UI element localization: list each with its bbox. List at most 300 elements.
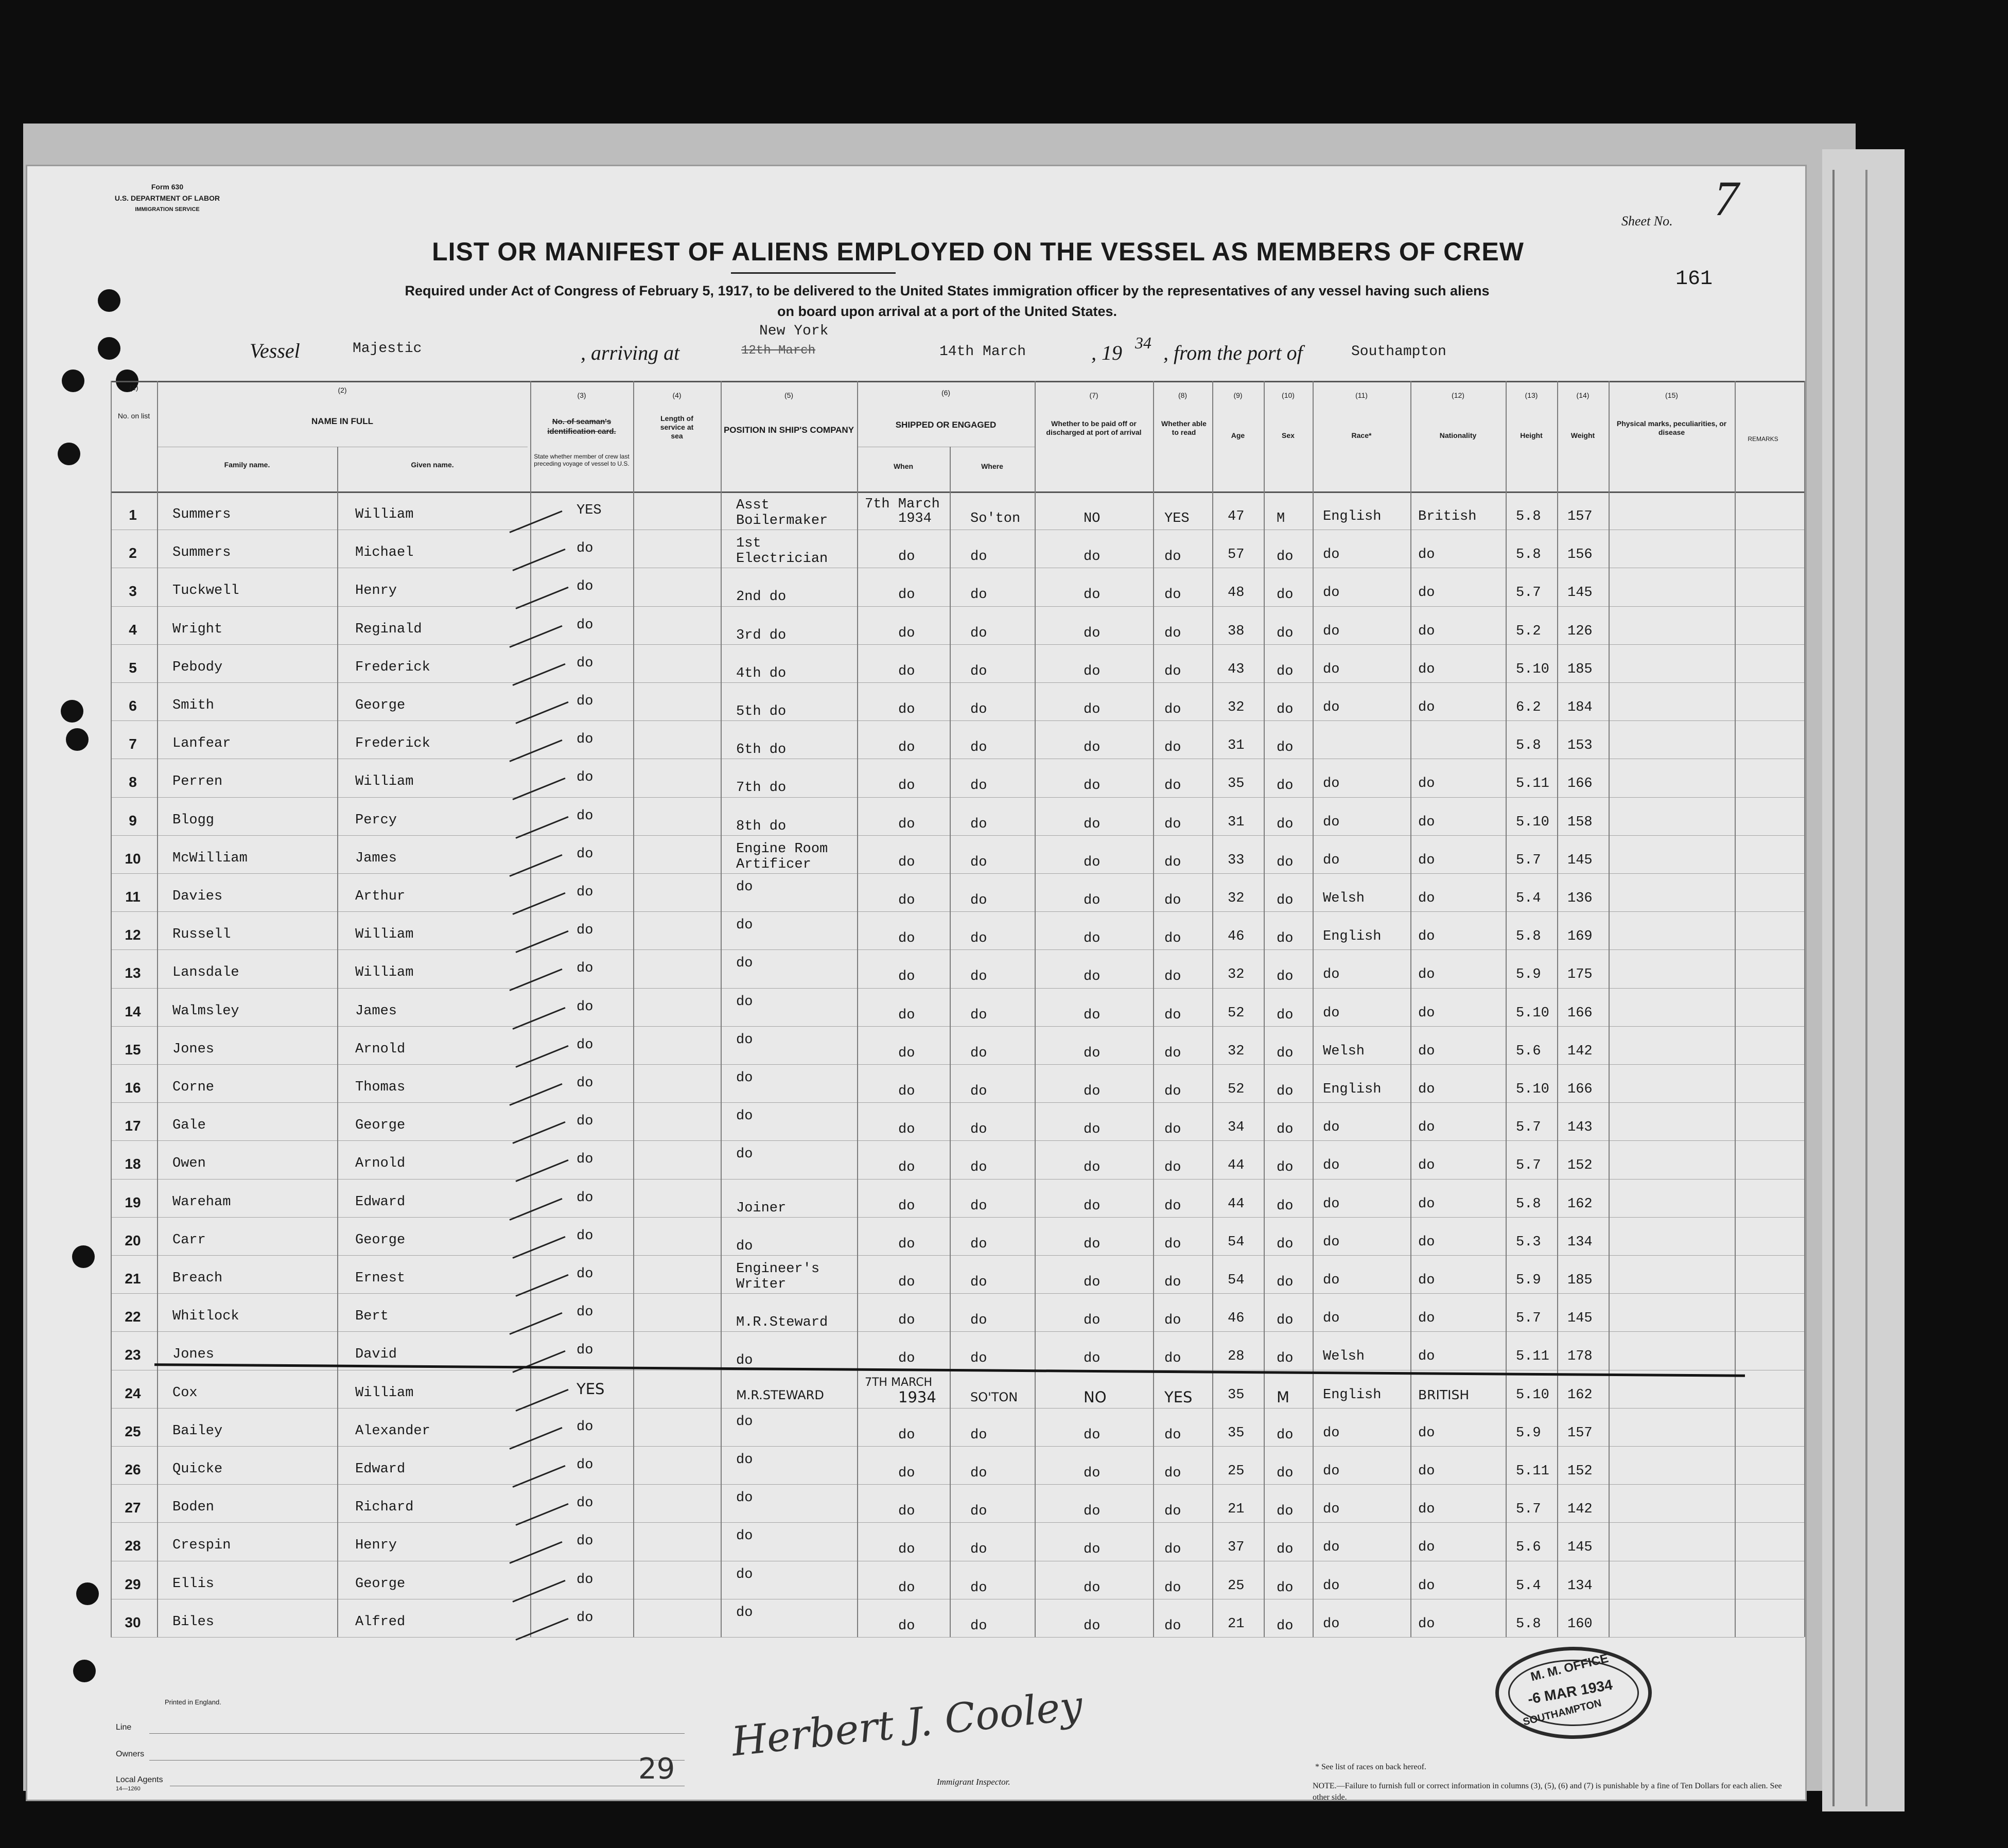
shipped-where: do: [970, 931, 987, 947]
age: 44: [1228, 1196, 1245, 1212]
sheet-number: 7: [1714, 171, 1739, 226]
sex: do: [1277, 931, 1294, 947]
given-name: William: [355, 965, 414, 981]
sex: do: [1277, 740, 1294, 756]
column-divider: [1735, 381, 1736, 1637]
weight: 158: [1567, 814, 1593, 830]
weight: 145: [1567, 1311, 1593, 1327]
mm-office-stamp: M. M. OFFICE -6 MAR 1934 SOUTHAMPTON: [1495, 1647, 1652, 1739]
family-name: Breach: [172, 1271, 223, 1286]
shipped-when-line-2: do: [898, 1466, 915, 1481]
header-no-on-list: No. on list: [117, 412, 150, 420]
service: IMMIGRATION SERVICE: [135, 206, 200, 213]
able-to-read: YES: [1164, 1388, 1193, 1406]
height: 6.2: [1516, 700, 1541, 715]
paid-off: do: [1084, 1313, 1101, 1329]
punch-hole-icon: [73, 1660, 96, 1682]
shipped-when-line-2: do: [898, 740, 915, 756]
height: 5.10: [1516, 1387, 1549, 1403]
family-name: Gale: [172, 1118, 206, 1134]
punch-hole-icon: [98, 337, 120, 360]
height: 5.8: [1516, 547, 1541, 563]
column-divider: [950, 447, 951, 1637]
row-number: 30: [125, 1614, 141, 1630]
col-num-8: (8): [1178, 391, 1188, 399]
seaman-card: do: [577, 617, 593, 633]
background-sheet-edge-lines: [1832, 170, 1867, 1806]
sex: do: [1277, 1313, 1294, 1329]
family-name: Ellis: [172, 1576, 215, 1592]
sex: do: [1277, 816, 1294, 832]
seaman-card: do: [577, 808, 593, 824]
shipped-where: do: [970, 587, 987, 603]
sex: do: [1277, 1504, 1294, 1520]
weight: 185: [1567, 1273, 1593, 1288]
family-name: Wareham: [172, 1194, 231, 1210]
age: 25: [1228, 1464, 1245, 1479]
weight: 160: [1567, 1616, 1593, 1632]
shipped-when-line-1: 7TH MARCH: [865, 1376, 933, 1389]
sex: do: [1277, 1466, 1294, 1481]
family-name: Lanfear: [172, 736, 231, 752]
col-num-12: (12): [1452, 391, 1464, 399]
family-name: Tuckwell: [172, 583, 239, 599]
seaman-card: do: [577, 961, 593, 977]
row-number: 3: [129, 583, 137, 600]
paid-off: do: [1084, 549, 1101, 565]
weight: 185: [1567, 661, 1593, 677]
seaman-card: do: [577, 1152, 593, 1168]
given-name: Thomas: [355, 1080, 406, 1095]
given-name: Arnold: [355, 1156, 406, 1172]
shipped-where: do: [970, 1007, 987, 1023]
position-line-1: do: [736, 1567, 753, 1582]
shipped-when-line-2: 1934: [898, 1388, 936, 1406]
shipped-when-line-2: do: [898, 969, 915, 985]
seaman-card: YES: [577, 503, 602, 518]
able-to-read: do: [1164, 1198, 1181, 1214]
arriving-struck-date: 12th March: [741, 344, 816, 358]
shipped-where: do: [970, 1160, 987, 1176]
shipped-when-line-1: 7th March: [865, 497, 940, 512]
family-name: Boden: [172, 1500, 215, 1516]
shipped-where: do: [970, 778, 987, 794]
shipped-where: do: [970, 1236, 987, 1252]
able-to-read: do: [1164, 663, 1181, 679]
race: do: [1323, 1196, 1340, 1212]
able-to-read: do: [1164, 1580, 1181, 1596]
nationality: do: [1418, 1425, 1435, 1441]
arriving-label: , arriving at: [581, 341, 680, 364]
row-divider: [111, 949, 1804, 950]
able-to-read: do: [1164, 587, 1181, 603]
weight: 134: [1567, 1578, 1593, 1594]
shipped-when-line-2: 1934: [898, 511, 932, 526]
race: do: [1323, 776, 1340, 792]
position-line-1: do: [736, 879, 753, 895]
local-agents-label: Local Agents: [116, 1775, 163, 1784]
age: 31: [1228, 738, 1245, 754]
row-number: 22: [125, 1309, 141, 1325]
row-divider: [111, 720, 1804, 721]
given-name: James: [355, 1003, 397, 1019]
age: 32: [1228, 1043, 1245, 1059]
able-to-read: do: [1164, 740, 1181, 756]
seaman-card: do: [577, 1534, 593, 1550]
shipped-when-line-2: do: [898, 1580, 915, 1596]
shipped-when-line-2: do: [898, 931, 915, 947]
able-to-read: do: [1164, 931, 1181, 947]
row-divider: [111, 1446, 1804, 1447]
given-name: George: [355, 1576, 406, 1592]
shipped-where: do: [970, 893, 987, 908]
shipped-where: do: [970, 1427, 987, 1443]
header-physical-marks: Physical marks, peculiarities, or disease: [1616, 419, 1727, 436]
col-num-1: (1): [129, 383, 138, 392]
column-divider: [1035, 381, 1036, 1637]
age: 33: [1228, 852, 1245, 868]
nationality: do: [1418, 1234, 1435, 1250]
shipped-where: do: [970, 1275, 987, 1290]
nationality: do: [1418, 661, 1435, 677]
row-number: 16: [125, 1080, 141, 1096]
family-name: Bailey: [172, 1423, 223, 1439]
shipped-when-line-2: do: [898, 1275, 915, 1290]
paid-off: do: [1084, 1007, 1101, 1023]
header-paid-off: Whether to be paid off or discharged at port of arrival: [1046, 419, 1142, 436]
race: do: [1323, 1311, 1340, 1327]
shipped-when-line-2: do: [898, 549, 915, 565]
paid-off: do: [1084, 854, 1101, 870]
arriving-port: New York: [759, 323, 829, 339]
position-line-2: do: [736, 1353, 753, 1369]
header-nationality: Nationality: [1439, 431, 1477, 439]
shipped-where: do: [970, 1045, 987, 1061]
shipped-where: do: [970, 1313, 987, 1329]
shipped-where: do: [970, 1542, 987, 1558]
column-divider: [721, 381, 722, 1637]
owners-rule: [149, 1760, 685, 1761]
row-divider: [111, 606, 1804, 607]
row-divider: [111, 835, 1804, 836]
column-divider: [1410, 381, 1411, 1637]
sex: do: [1277, 702, 1294, 717]
punch-hole-icon: [72, 1245, 95, 1268]
family-name: Perren: [172, 774, 223, 790]
sex: do: [1277, 1236, 1294, 1252]
sex: do: [1277, 1122, 1294, 1138]
penalty-note: NOTE.—Failure to furnish full or correct information in columns (3), (5), (6) and (7) is punishable by a fine of Ten Dollars for each alien. See other side.: [1313, 1782, 1782, 1802]
height: 5.10: [1516, 1082, 1549, 1097]
seaman-card: do: [577, 1266, 593, 1282]
given-name: Bert: [355, 1309, 389, 1325]
position-line-1: do: [736, 1528, 753, 1544]
position-line-2: M.R.STEWARD: [736, 1387, 824, 1402]
position-line-1: do: [736, 1070, 753, 1086]
position-line-2: Joiner: [736, 1200, 787, 1216]
sex: do: [1277, 663, 1294, 679]
paid-off: NO: [1084, 511, 1101, 526]
weight: 166: [1567, 1082, 1593, 1097]
nationality: do: [1418, 1578, 1435, 1594]
position-line-2: Writer: [736, 1277, 787, 1292]
given-name: Frederick: [355, 736, 430, 752]
position-line-2: 3rd do: [736, 627, 787, 643]
age: 48: [1228, 585, 1245, 601]
given-name: David: [355, 1347, 397, 1363]
height: 5.7: [1516, 1311, 1541, 1327]
race: do: [1323, 1540, 1340, 1556]
manifest-page: [26, 165, 1807, 1801]
family-name: Owen: [172, 1156, 206, 1172]
nationality: BRITISH: [1418, 1387, 1470, 1402]
height: 5.6: [1516, 1043, 1541, 1059]
printed-note: Printed in England.: [165, 1698, 221, 1706]
given-name: Arnold: [355, 1041, 406, 1057]
shipped-where: do: [970, 1504, 987, 1520]
races-note: * See list of races on back hereof.: [1315, 1763, 1426, 1771]
shipped-when-line-2: do: [898, 1160, 915, 1176]
sex: M: [1277, 511, 1285, 526]
column-divider: [1557, 381, 1558, 1637]
column-divider: [157, 381, 158, 1637]
race: do: [1323, 1425, 1340, 1441]
row-divider: [111, 1179, 1804, 1180]
sex: do: [1277, 1084, 1294, 1099]
race: do: [1323, 1234, 1340, 1250]
col-num-15: (15): [1665, 391, 1678, 399]
sex: do: [1277, 625, 1294, 641]
nationality: do: [1418, 1349, 1435, 1365]
sex: do: [1277, 1160, 1294, 1176]
position-line-1: Engineer's: [736, 1261, 820, 1277]
shipped-where: do: [970, 702, 987, 717]
position-line-1: Engine Room: [736, 841, 828, 857]
weight: 162: [1567, 1387, 1593, 1403]
able-to-read: do: [1164, 1427, 1181, 1443]
nationality: do: [1418, 1043, 1435, 1059]
height: 5.11: [1516, 1464, 1549, 1479]
age: 35: [1228, 1387, 1245, 1403]
able-to-read: YES: [1164, 511, 1190, 526]
form-number: Form 630: [151, 183, 184, 191]
paid-off: do: [1084, 1427, 1101, 1443]
seaman-card: do: [577, 1114, 593, 1130]
column-divider: [111, 381, 112, 1637]
weight: 134: [1567, 1234, 1593, 1250]
owners-label: Owners: [116, 1750, 145, 1758]
age: 47: [1228, 509, 1245, 524]
weight: 166: [1567, 1005, 1593, 1021]
paid-off: do: [1084, 663, 1101, 679]
weight: 152: [1567, 1464, 1593, 1479]
local-agents-code: 14—1260: [116, 1786, 141, 1792]
height: 5.7: [1516, 1158, 1541, 1174]
race: English: [1323, 1082, 1382, 1097]
paid-off: do: [1084, 969, 1101, 985]
given-name: William: [355, 774, 414, 790]
vessel-name: Majestic: [353, 341, 422, 357]
sex: do: [1277, 587, 1294, 603]
position-line-1: do: [736, 1605, 753, 1621]
column-divider: [1212, 381, 1213, 1637]
row-number: 7: [129, 736, 137, 752]
row-divider: [111, 873, 1804, 874]
row-number: 19: [125, 1194, 141, 1210]
race: do: [1323, 1273, 1340, 1288]
race: do: [1323, 852, 1340, 868]
shipped-when-line-2: do: [898, 1236, 915, 1252]
sex: do: [1277, 1007, 1294, 1023]
row-divider: [111, 1293, 1804, 1294]
header-where: Where: [981, 462, 1003, 470]
able-to-read: do: [1164, 893, 1181, 908]
able-to-read: do: [1164, 1007, 1181, 1023]
shipped-where: do: [970, 663, 987, 679]
col-num-5: (5): [784, 391, 794, 399]
seaman-card: do: [577, 655, 593, 671]
seaman-card: do: [577, 732, 593, 748]
family-name: Summers: [172, 507, 231, 522]
paid-off: do: [1084, 1160, 1101, 1176]
punch-hole-icon: [58, 443, 80, 465]
seaman-card: do: [577, 770, 593, 786]
shipped-when-line-2: do: [898, 1618, 915, 1634]
family-name: Carr: [172, 1232, 206, 1248]
nationality: do: [1418, 1616, 1435, 1632]
sex: do: [1277, 1351, 1294, 1367]
race: do: [1323, 585, 1340, 601]
seaman-card: do: [577, 923, 593, 939]
row-number: 17: [125, 1118, 141, 1134]
nationality: do: [1418, 623, 1435, 639]
able-to-read: do: [1164, 1122, 1181, 1138]
position-line-2: 7th do: [736, 780, 787, 796]
paid-off: NO: [1084, 1388, 1107, 1406]
seaman-card: do: [577, 1495, 593, 1511]
punch-hole-icon: [62, 369, 84, 392]
age: 44: [1228, 1158, 1245, 1174]
seaman-card: YES: [577, 1380, 605, 1398]
position-line-2: M.R.Steward: [736, 1315, 828, 1331]
shipped-when-line-2: do: [898, 1427, 915, 1443]
header-height: Height: [1520, 431, 1543, 439]
seaman-card: do: [577, 1572, 593, 1588]
paid-off: do: [1084, 1045, 1101, 1061]
race: do: [1323, 700, 1340, 715]
column-divider: [1264, 381, 1265, 1637]
weight: 175: [1567, 967, 1593, 983]
shipped-where: do: [970, 1122, 987, 1138]
weight: 145: [1567, 585, 1593, 601]
line-label: Line: [116, 1723, 132, 1732]
race: do: [1323, 661, 1340, 677]
able-to-read: do: [1164, 1542, 1181, 1558]
family-name: Blogg: [172, 812, 215, 828]
page-title: LIST OR MANIFEST OF ALIENS EMPLOYED ON THE VESSEL AS MEMBERS OF CREW: [432, 237, 1524, 266]
shipped-where: do: [970, 1580, 987, 1596]
nationality: do: [1418, 1311, 1435, 1327]
punch-hole-icon: [76, 1582, 99, 1605]
family-name: Walmsley: [172, 1003, 239, 1019]
age: 32: [1228, 967, 1245, 983]
col-num-3: (3): [577, 391, 586, 399]
column-divider: [1313, 381, 1314, 1637]
paid-off: do: [1084, 702, 1101, 717]
row-divider: [111, 1331, 1804, 1332]
given-name: Henry: [355, 583, 397, 599]
row-number: 11: [125, 889, 141, 905]
height: 5.11: [1516, 776, 1549, 792]
weight: 142: [1567, 1043, 1593, 1059]
given-name: Arthur: [355, 889, 406, 904]
weight: 143: [1567, 1120, 1593, 1136]
column-divider: [530, 381, 531, 1637]
family-name: Corne: [172, 1080, 215, 1095]
row-divider: [111, 682, 1804, 683]
sex: do: [1277, 969, 1294, 985]
header-when: When: [893, 462, 914, 470]
age: 25: [1228, 1578, 1245, 1594]
weight: 145: [1567, 852, 1593, 868]
sex: do: [1277, 1045, 1294, 1061]
row-divider: [111, 1217, 1804, 1218]
age: 54: [1228, 1273, 1245, 1288]
row-divider: [111, 1140, 1804, 1141]
shipped-where: do: [970, 816, 987, 832]
weight: 153: [1567, 738, 1593, 754]
height: 5.8: [1516, 1196, 1541, 1212]
shipped-when-line-2: do: [898, 816, 915, 832]
paid-off: do: [1084, 1236, 1101, 1252]
row-number: 6: [129, 698, 137, 714]
header-id-card: No. of seaman's identification card.: [547, 417, 616, 436]
family-name: Jones: [172, 1041, 215, 1057]
weight: 156: [1567, 547, 1593, 563]
race: do: [1323, 1464, 1340, 1479]
height: 5.8: [1516, 1616, 1541, 1632]
header-name-in-full: NAME IN FULL: [311, 416, 373, 426]
height: 5.6: [1516, 1540, 1541, 1556]
family-name: Pebody: [172, 659, 223, 675]
shipped-when-line-2: do: [898, 1504, 915, 1520]
shipped-where: do: [970, 1084, 987, 1099]
year-prefix: , 19: [1091, 341, 1122, 364]
position-line-1: do: [736, 956, 753, 972]
age: 21: [1228, 1616, 1245, 1632]
age: 35: [1228, 776, 1245, 792]
row-divider: [111, 1522, 1804, 1523]
given-name: Edward: [355, 1194, 406, 1210]
shipped-where: do: [970, 1198, 987, 1214]
position-line-2: do: [736, 1238, 753, 1254]
height: 5.9: [1516, 967, 1541, 983]
family-name: Crespin: [172, 1538, 231, 1554]
header-age: Age: [1231, 431, 1245, 439]
column-divider: [1609, 381, 1610, 1637]
able-to-read: do: [1164, 816, 1181, 832]
nationality: do: [1418, 700, 1435, 715]
shipped-when-line-2: do: [898, 663, 915, 679]
sex: do: [1277, 549, 1294, 565]
family-name: Whitlock: [172, 1309, 239, 1325]
nationality: do: [1418, 1158, 1435, 1174]
age: 32: [1228, 700, 1245, 715]
from-label: , from the port of: [1163, 341, 1303, 364]
row-divider: [111, 644, 1804, 645]
height: 5.8: [1516, 738, 1541, 754]
age: 34: [1228, 1120, 1245, 1136]
